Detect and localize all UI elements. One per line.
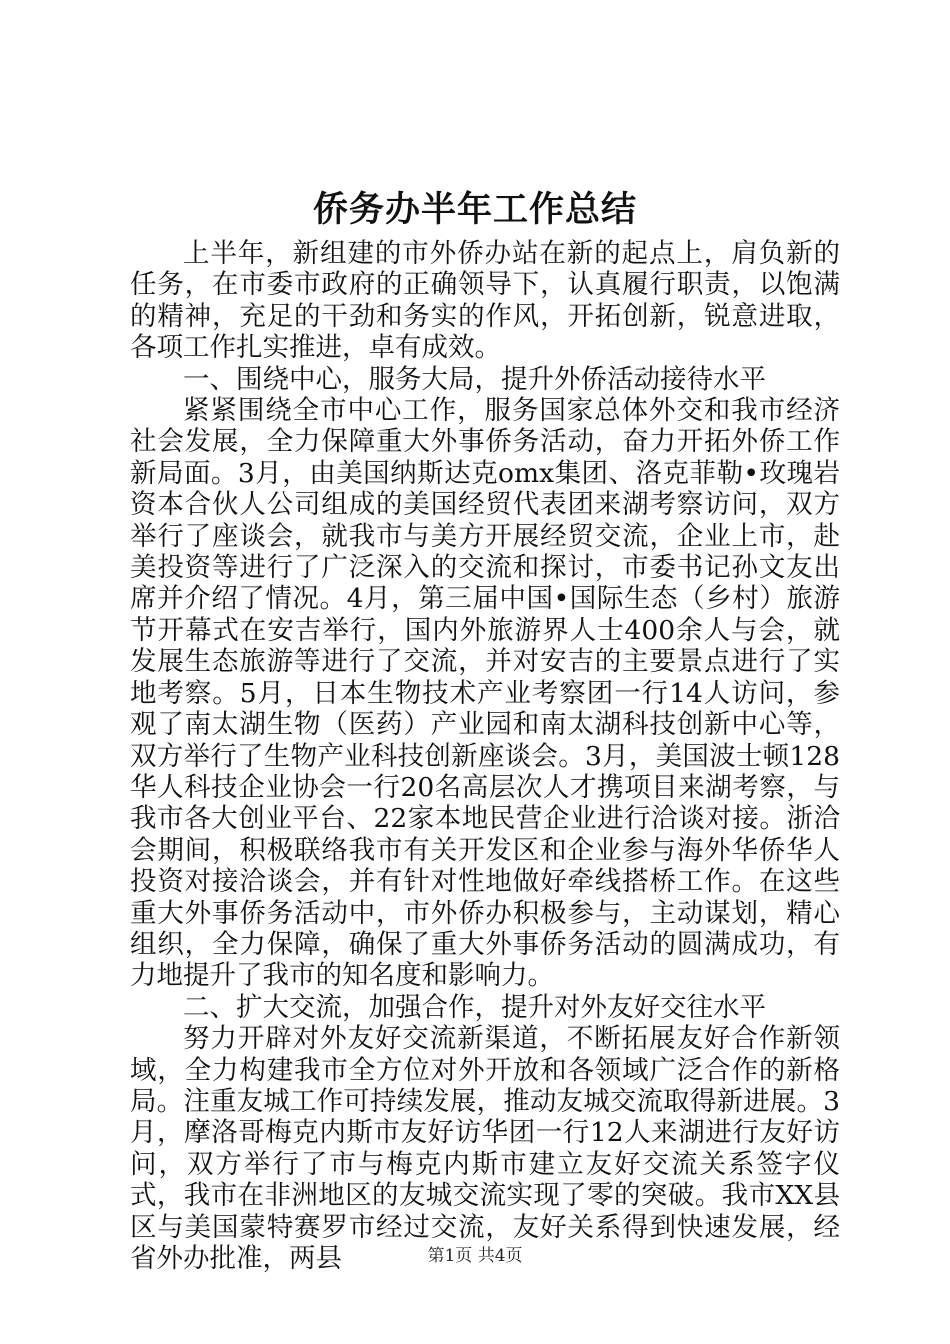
- page-number-footer: 第1页 共4页: [427, 1246, 523, 1266]
- document-title: 侨务办半年工作总结: [312, 189, 637, 230]
- paragraph-intro: 上半年，新组建的市外侨办站在新的起点上，肩负新的任务，在市委市政府的正确领导下，认真履行职责，以饱满的精神，充足的干劲和务实的作风，开拓创新，锐意进取，各项工作扎实推进，卓有成效。: [130, 238, 840, 364]
- section-heading-2: 二、扩大交流，加强合作，提升对外友好交往水平: [183, 991, 766, 1023]
- document-body: [130, 238, 840, 1274]
- section-heading-1: 一、围绕中心，服务大局，提升外侨活动接待水平: [183, 363, 766, 395]
- paragraph-section-2: 努力开辟对外友好交流新渠道，不断拓展友好合作新领域，全力构建我市全方位对外开放和各领域广泛合作的新格局。注重友城工作可持续发展，推动友城交流取得新进展。3月，摩洛哥梅克内斯市友好访华团一行12人来湖进行友好访问，双方举行了市与梅克内斯市建立友好交流关系签字仪式，我市在非洲地区的友城交流实现了零的突破。我市XX县区与美国蒙特赛罗市经过交流，友好关系得到快速发展，经省外办批准，两县: [130, 1023, 840, 1274]
- paragraph-section-1: 紧紧围绕全市中心工作，服务国家总体外交和我市经济社会发展，全力保障重大外事侨务活动，奋力开拓外侨工作新局面。3月，由美国纳斯达克omx集团、洛克菲勒•玫瑰岩资本合伙人公司组成的美国经贸代表团来湖考察访问，双方举行了座谈会，就我市与美方开展经贸交流，企业上市，赴美投资等进行了广泛深入的交流和探讨，市委书记孙文友出席并介绍了情况。4月，第三届中国•国际生态（乡村）旅游节开幕式在安吉举行，国内外旅游界人士400余人与会，就发展生态旅游等进行了交流，并对安吉的主要景点进行了实地考察。5月，日本生物技术产业考察团一行14人访问，参观了南太湖生物（医药）产业园和南太湖科技创新中心等，双方举行了生物产业科技创新座谈会。3月，美国波士顿128华人科技企业协会一行20名高层次人才携项目来湖考察，与我市各大创业平台、22家本地民营企业进行洽谈对接。浙洽会期间，积极联络我市有关开发区和企业参与海外华侨华人投资对接洽谈会，并有针对性地做好牵线搭桥工作。在这些重大外事侨务活动中，市外侨办积极参与，主动谋划，精心组织，全力保障，确保了重大外事侨务活动的圆满成功，有力地提升了我市的知名度和影响力。: [130, 395, 840, 992]
